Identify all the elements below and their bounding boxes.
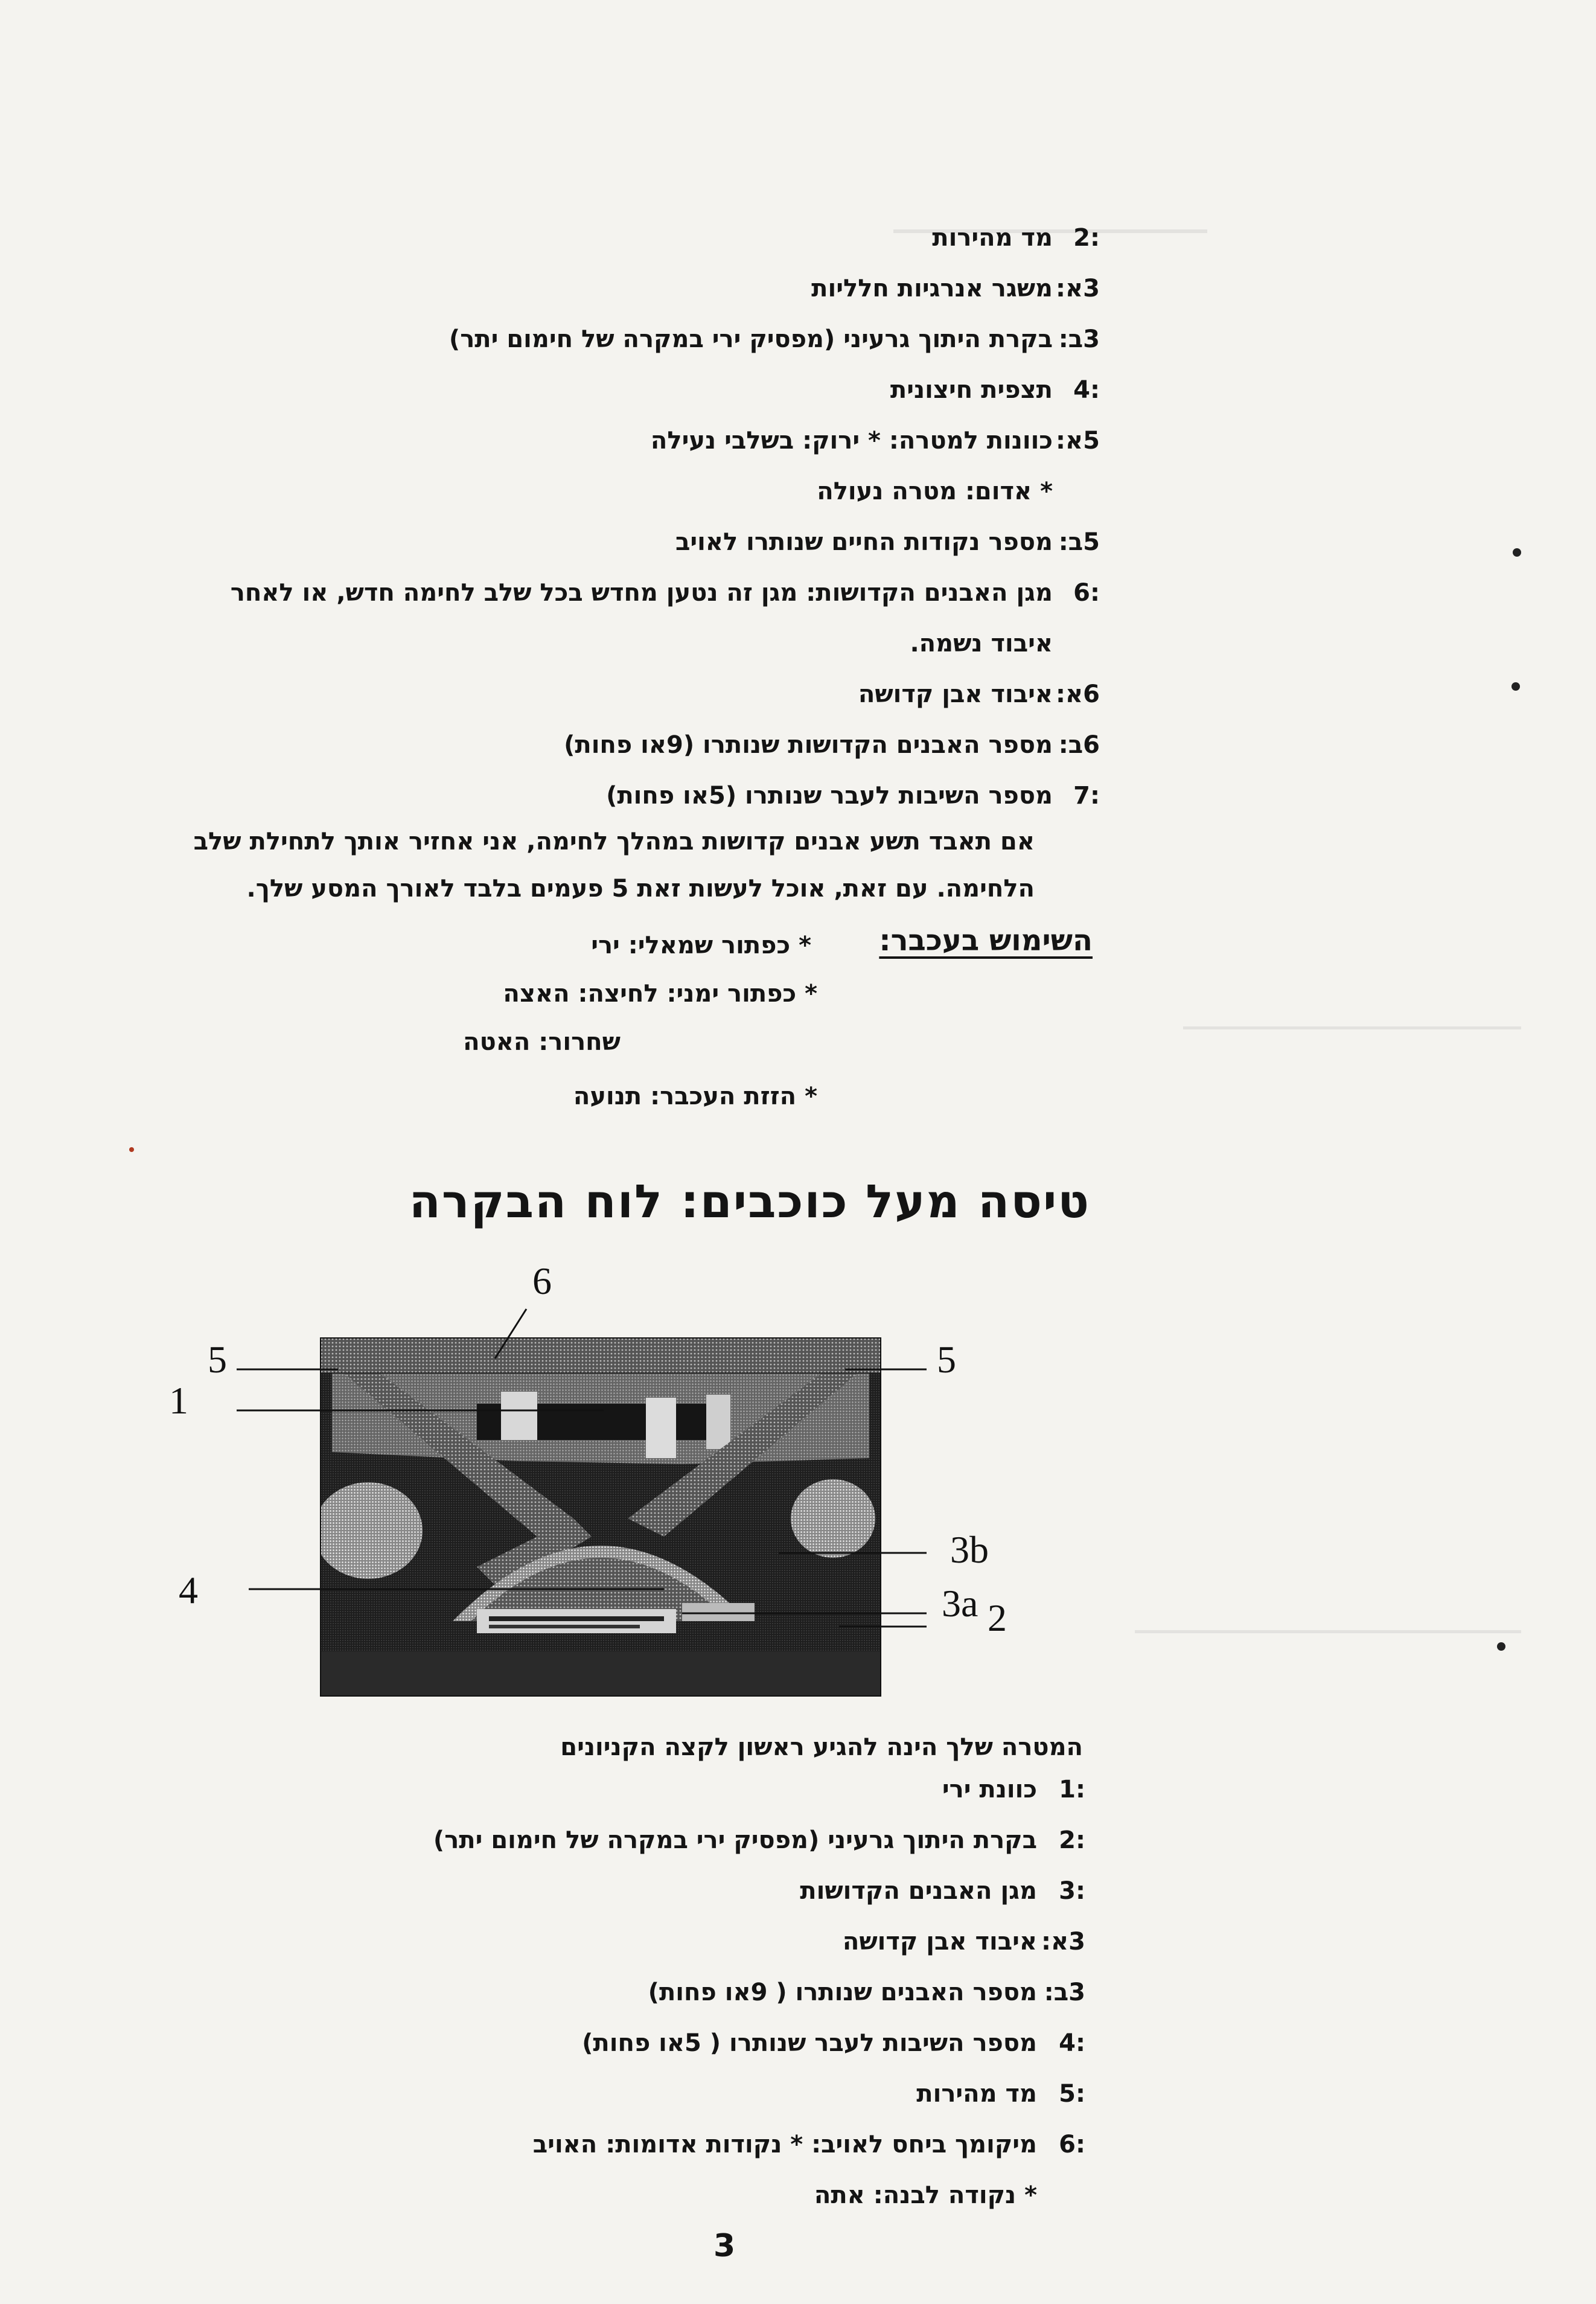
item-text: תצפית חיצונית <box>890 376 1053 404</box>
item-text: מיקומך ביחס לאויב: * נקודות אדומות: האויב <box>532 2131 1037 2158</box>
mouse-right-button: * כפתור ימני: לחיצה: האצה <box>503 980 817 1008</box>
item-number: 3א: <box>1041 1928 1085 1956</box>
callout-3b: 3b <box>950 1528 989 1571</box>
mouse-release: שחרור: האטה <box>463 1028 621 1056</box>
item-text: מספר נקודות החיים שנותרו לאויב <box>675 528 1053 556</box>
item-number: 7: <box>1073 782 1100 810</box>
item-text: מגן האבנים הקדושות: מגן זה נטען מחדש בכל שלב לחימה חדש, או לאחר <box>230 579 1053 607</box>
callout-2: 2 <box>988 1596 1007 1639</box>
goal-intro: המטרה שלך הינה להגיע ראשון לקצה הקניונים <box>560 1733 1083 1761</box>
item-number: 6א: <box>1056 680 1100 708</box>
item-number: 3א: <box>1056 275 1100 302</box>
item-text: בקרת היתוך גרעיני (מפסיק ירי במקרה של חימום יתר) <box>448 325 1053 353</box>
item-number: 2: <box>1059 1826 1085 1854</box>
section-heading: טיסה מעל כוכבים: לוח הבקרה <box>409 1174 1090 1228</box>
callout-3a: 3a <box>942 1582 978 1625</box>
item-text: כוונות למטרה: * ירוק: בשלבי נעילה <box>650 427 1053 455</box>
item-number: 6ב: <box>1058 731 1100 759</box>
item-number: 5: <box>1059 2080 1085 2108</box>
item-text: איבוד אבן קדושה <box>858 680 1053 708</box>
paragraph-line-1: אם תאבד תשע אבנים קדושות במהלך לחימה, אני אחזיר אותך לתחילת שלב <box>193 828 1035 856</box>
item-number: 4: <box>1059 2029 1085 2057</box>
item-number: 2: <box>1073 224 1100 252</box>
item-text: בקרת היתוך גרעיני (מפסיק ירי במקרה של חימום יתר) <box>433 1826 1037 1854</box>
item-text: כוונת ירי <box>942 1776 1037 1803</box>
item-number: 1: <box>1059 1776 1085 1803</box>
mouse-move: * הזזת העכבר: תנועה <box>573 1083 817 1110</box>
item-text: מספר האבנים שנותרו ( 9או פחות) <box>648 1979 1037 2006</box>
callout-5-left: 5 <box>208 1338 227 1381</box>
mouse-usage-title: השימוש בעכבר: <box>879 924 1093 958</box>
page-number: 3 <box>713 2228 736 2264</box>
item-text: משגר אנרגיות חלליות <box>811 275 1053 302</box>
callout-1: 1 <box>169 1379 188 1422</box>
item-number: 3: <box>1059 1877 1085 1905</box>
item-text: מד מהירות <box>932 224 1053 252</box>
item-text: מגן האבנים הקדושות <box>800 1877 1037 1905</box>
callout-4: 4 <box>179 1569 198 1611</box>
item-number: 3ב: <box>1058 325 1100 353</box>
mouse-left-button: * כפתור שמאלי: ירי <box>591 932 811 959</box>
paragraph-line-2: הלחימה. עם זאת, אוכל לעשות זאת 5 פעמים בלבד לאורך המסע שלך. <box>246 875 1035 903</box>
item-number: 6: <box>1059 2131 1085 2158</box>
item-text: מספר השיבות לעבר שנותרו ( 5או פחות) <box>582 2029 1037 2057</box>
callout-6: 6 <box>532 1259 552 1302</box>
callout-5-right: 5 <box>937 1338 956 1381</box>
item-text: מד מהירות <box>916 2080 1037 2108</box>
item-number: 4: <box>1073 376 1100 404</box>
item-number: 3ב: <box>1044 1979 1085 2006</box>
item-text: מספר השיבות לעבר שנותרו (5או פחות) <box>606 782 1053 810</box>
item-number: 5א: <box>1056 427 1100 455</box>
item-number: 6: <box>1073 579 1100 607</box>
item-text: איבוד אבן קדושה <box>842 1928 1037 1956</box>
item-number: 5ב: <box>1058 528 1100 556</box>
item-text: * נקודה לבנה: אתה <box>814 2181 1037 2209</box>
item-text: מספר האבנים הקדושות שנותרו (9או פחות) <box>564 731 1053 759</box>
item-text: איבוד נשמה. <box>910 630 1053 658</box>
item-text: * אדום: מטרה נעולה <box>817 478 1053 505</box>
